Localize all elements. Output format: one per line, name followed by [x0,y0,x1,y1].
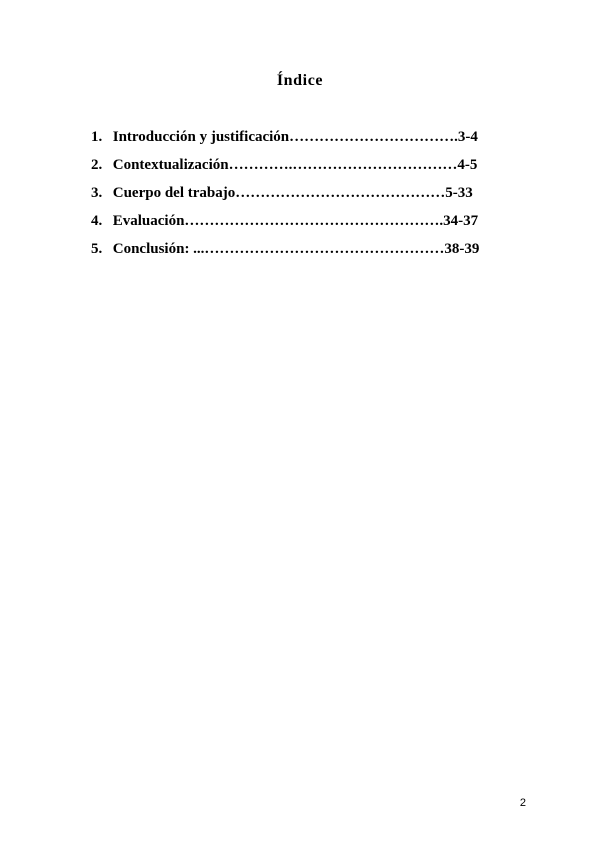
toc-entry-introduccion [91,126,479,154]
toc-entry-number: 3. [91,185,103,201]
toc-entry-text: Contextualización………….……………………………4-5 [112,157,478,173]
toc-entry-evaluacion [91,210,479,238]
page-number: 2 [519,797,526,809]
toc-entry-cuerpo [91,182,479,210]
table-of-contents [91,126,479,266]
toc-entry-text: Cuerpo del trabajo……………………………………5-33 [112,185,473,201]
page-title: Índice [276,72,324,89]
toc-entry-contextualizacion [91,154,479,182]
toc-entry-number: 1. [91,129,103,145]
toc-entry-number: 2. [91,157,103,173]
toc-entry-text: Evaluación…………………………………………….34-37 [112,213,479,229]
toc-entry-text: Introducción y justificación…………………………….3-4 [112,129,478,145]
toc-entry-conclusion [91,238,479,266]
toc-entry-number: 5. [91,241,103,257]
toc-entry-number: 4. [91,213,103,229]
toc-entry-text: Conclusión: ...…………………………………………38-39 [112,241,480,257]
